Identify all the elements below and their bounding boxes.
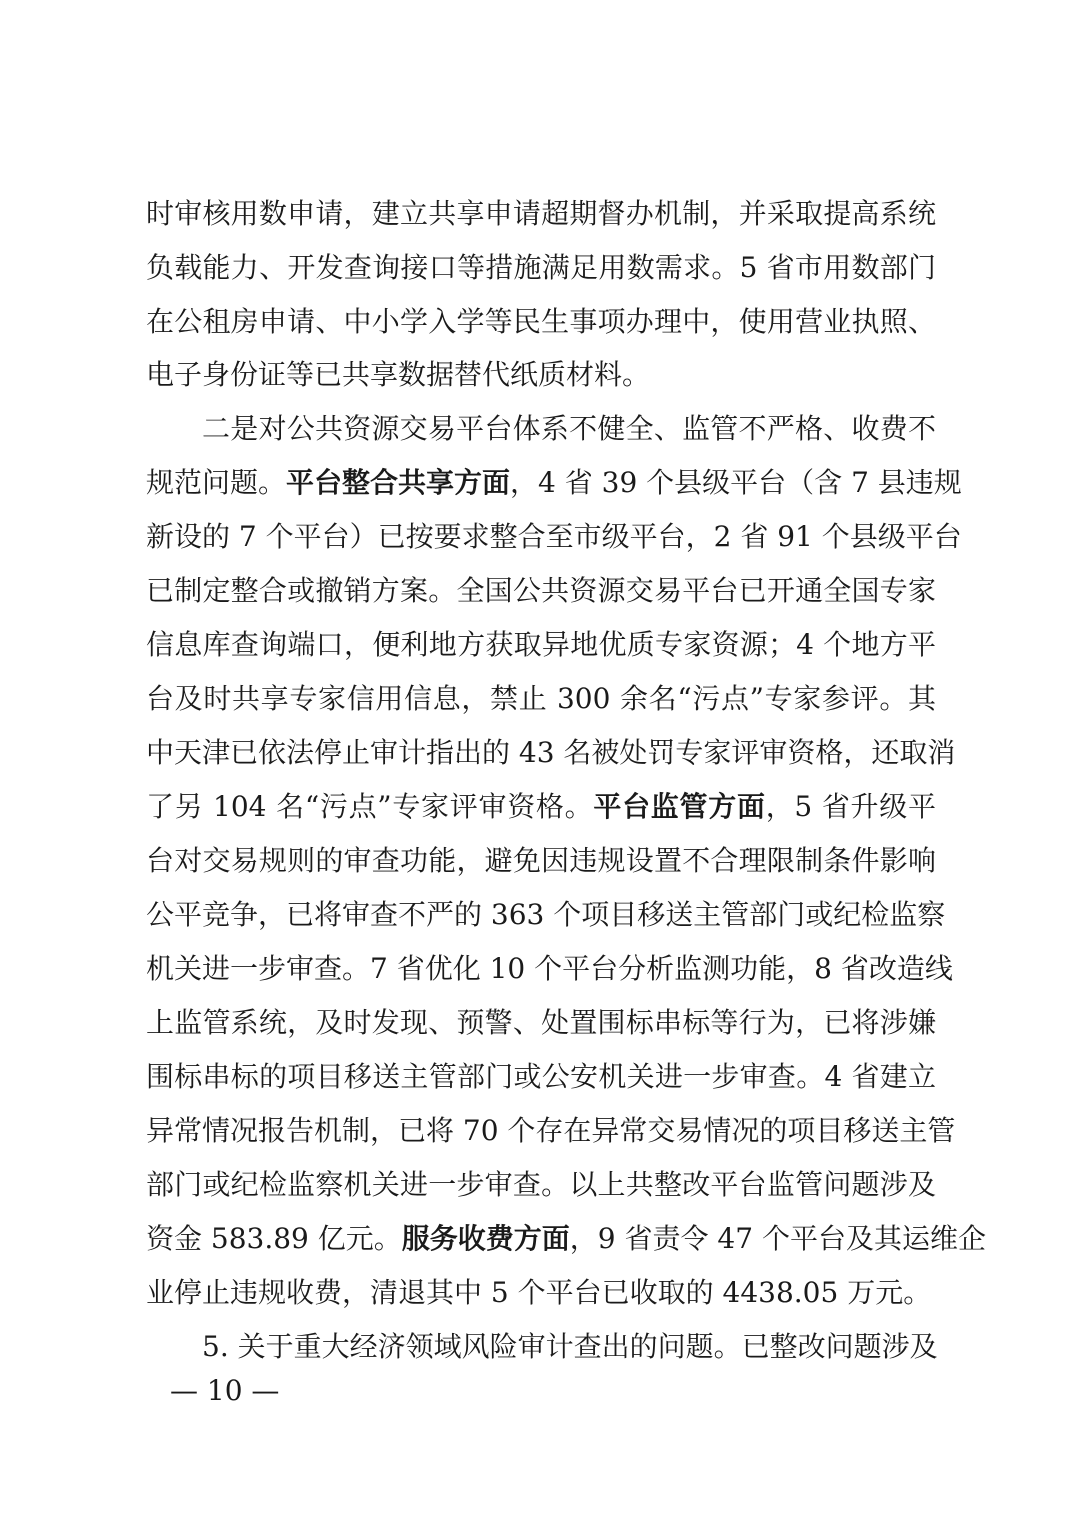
text-line: 新设的 7 个平台）已按要求整合至市级平台，2 省 91 个县级平台 [146, 520, 962, 553]
text-segment: ，9 省责令 47 个平台及其运维企 [569, 1222, 986, 1255]
text-line: 围标串标的项目移送主管部门或公安机关进一步审查。4 省建立 [146, 1060, 936, 1093]
bold-heading: 服务收费方面 [401, 1222, 570, 1255]
text-line: 在公租房申请、中小学入学等民生事项办理中，使用营业执照、 [146, 305, 936, 338]
page-number: — 10 — [170, 1374, 280, 1407]
text-line: 业停止违规收费，清退其中 5 个平台已收取的 4438.05 万元。 [146, 1276, 932, 1309]
bold-heading: 平台整合共享方面 [286, 466, 511, 499]
bold-heading: 平台监管方面 [593, 790, 766, 823]
text-line: 负载能力、开发查询接口等措施满足用数需求。5 省市用数部门 [146, 251, 936, 284]
text-line [146, 789, 936, 825]
text-line: 时审核用数申请，建立共享申请超期督办机制，并采取提高系统 [146, 197, 936, 230]
text-segment: 了另 104 名“污点”专家评审资格。 [146, 790, 594, 823]
text-line: 信息库查询端口，便利地方获取异地优质专家资源；4 个地方平 [146, 628, 936, 661]
text-line [146, 465, 962, 501]
text-line: 台对交易规则的审查功能，避免因违规设置不合理限制条件影响 [146, 844, 936, 877]
text-line: 电子身份证等已共享数据替代纸质材料。 [146, 358, 651, 391]
paragraph-start: 5. 关于重大经济领域风险审计查出的问题。已整改问题涉及 [202, 1330, 938, 1363]
text-line: 机关进一步审查。7 省优化 10 个平台分析监测功能，8 省改造线 [146, 952, 953, 985]
text-line: 部门或纪检监察机关进一步审查。以上共整改平台监管问题涉及 [146, 1168, 936, 1201]
text-segment: ，4 省 39 个县级平台（含 7 县违规 [510, 466, 962, 499]
paragraph-start: 二是对公共资源交易平台体系不健全、监管不严格、收费不 [202, 412, 936, 445]
text-line: 上监管系统，及时发现、预警、处置围标串标等行为，已将涉嫌 [146, 1006, 936, 1039]
text-line [146, 1221, 986, 1257]
text-line: 公平竞争，已将审查不严的 363 个项目移送主管部门或纪检监察 [146, 898, 946, 931]
text-segment: 资金 583.89 亿元。 [146, 1222, 402, 1255]
text-line: 台及时共享专家信用信息，禁止 300 余名“污点”专家参评。其 [146, 682, 936, 715]
text-segment: 规范问题。 [146, 466, 287, 499]
text-line: 已制定整合或撤销方案。全国公共资源交易平台已开通全国专家 [146, 574, 936, 607]
text-segment: ，5 省升级平 [765, 790, 936, 823]
text-line: 异常情况报告机制，已将 70 个存在异常交易情况的项目移送主管 [146, 1114, 956, 1147]
text-line: 中天津已依法停止审计指出的 43 名被处罚专家评审资格，还取消 [146, 736, 956, 769]
